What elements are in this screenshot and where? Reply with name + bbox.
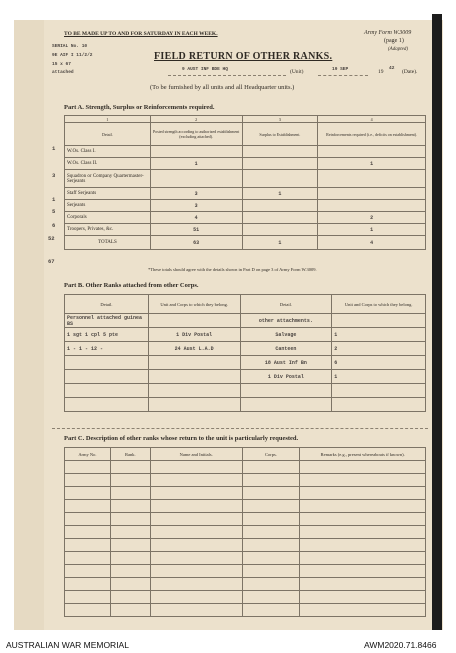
detail-cell: W.Os. Class II.: [65, 158, 151, 170]
serial-line-4: attached: [52, 70, 74, 75]
totals-label: TOTALS: [65, 236, 151, 250]
column-header: Detail.: [65, 295, 149, 314]
archive-caption: AUSTRALIAN WAR MEMORIAL: [6, 640, 129, 650]
table-row: [65, 461, 426, 474]
unit-cell: 1 Div Postal: [148, 328, 240, 342]
column-header: Surplus to Establishment.: [242, 123, 318, 146]
section-divider: [52, 428, 428, 429]
table-row: [65, 513, 426, 526]
empty-cell: [65, 474, 111, 487]
unit-cell: 1: [332, 328, 426, 342]
posted-cell: 4: [150, 212, 242, 224]
posted-total: 63: [150, 236, 242, 250]
detail-cell: 18 Aust Inf Bn: [240, 356, 332, 370]
detail-cell: Corporals: [65, 212, 151, 224]
part-b-title: Part B. Other Ranks attached from other Corps.: [64, 282, 199, 289]
detail-cell: [65, 370, 149, 384]
empty-cell: [240, 398, 332, 412]
margin-count: 5: [52, 208, 56, 215]
header-row: [65, 123, 426, 146]
empty-cell: [150, 474, 242, 487]
surplus-cell: [242, 146, 318, 158]
empty-cell: [110, 604, 150, 617]
surplus-cell: [242, 224, 318, 236]
empty-cell: [65, 384, 149, 398]
empty-cell: [150, 552, 242, 565]
empty-cell: [300, 552, 426, 565]
empty-cell: [332, 398, 426, 412]
detail-cell: Salvage: [240, 328, 332, 342]
empty-cell: [150, 461, 242, 474]
year-value: 42: [389, 66, 395, 71]
empty-cell: [300, 500, 426, 513]
column-header: Army No.: [65, 448, 111, 461]
part-c-title: Part C. Description of other ranks whose return to the unit is particularly requested.: [64, 435, 299, 442]
empty-cell: [300, 578, 426, 591]
empty-cell: [110, 578, 150, 591]
empty-cell: [242, 526, 300, 539]
unit-dotted-line: [168, 75, 286, 76]
empty-cell: [242, 500, 300, 513]
unit-cell: [148, 314, 240, 328]
left-margin-strip: [14, 20, 44, 630]
table-row: [65, 552, 426, 565]
column-header: Unit and Corps to which they belong.: [332, 295, 426, 314]
empty-cell: [242, 461, 300, 474]
form-adapted: (Adapted): [388, 47, 408, 52]
empty-cell: [242, 578, 300, 591]
table-row: [65, 604, 426, 617]
detail-cell: Squadron or Company Quartermaster-Serjeants: [65, 170, 151, 188]
empty-cell: [150, 526, 242, 539]
surplus-total: 1: [242, 236, 318, 250]
part-a-note: *These totals should agree with the details shown in Part D on page 3 of Army Form W.3009.: [148, 267, 317, 272]
table-row: [65, 591, 426, 604]
table-row: [65, 474, 426, 487]
empty-cell: [65, 604, 111, 617]
unit-value: 9 AUST INF BDE HQ: [182, 67, 228, 72]
column-header: Detail.: [65, 123, 151, 146]
empty-cell: [242, 539, 300, 552]
empty-cell: [242, 513, 300, 526]
reinf-total: 4: [318, 236, 426, 250]
surplus-cell: [242, 200, 318, 212]
empty-cell: [65, 578, 111, 591]
empty-cell: [110, 526, 150, 539]
table-row: [65, 384, 426, 398]
empty-cell: [150, 487, 242, 500]
margin-count: 67: [48, 258, 55, 265]
unit-cell: 24 Aust L.A.D: [148, 342, 240, 356]
empty-cell: [110, 487, 150, 500]
part-a-title: Part A. Strength, Surplus or Reinforcements required.: [64, 104, 215, 111]
surplus-cell: [242, 170, 318, 188]
detail-cell: W.Os. Class I.: [65, 146, 151, 158]
reinf-cell: 1: [318, 158, 426, 170]
table-row: [65, 328, 426, 342]
empty-cell: [150, 513, 242, 526]
empty-cell: [65, 591, 111, 604]
detail-cell: Troopers, Privates, &c.: [65, 224, 151, 236]
table-row: [65, 158, 426, 170]
posted-cell: 3: [150, 200, 242, 212]
margin-count: 1: [52, 196, 56, 203]
empty-cell: [300, 474, 426, 487]
reinf-cell: [318, 170, 426, 188]
empty-cell: [65, 461, 111, 474]
furnish-note: (To be furnished by all units and all Headquarter units.): [150, 84, 295, 91]
unit-cell: [332, 314, 426, 328]
column-header: Detail.: [240, 295, 332, 314]
empty-cell: [300, 487, 426, 500]
empty-cell: [110, 591, 150, 604]
empty-cell: [300, 526, 426, 539]
reinf-cell: 1: [318, 224, 426, 236]
posted-cell: 51: [150, 224, 242, 236]
year-prefix: 19: [378, 69, 384, 75]
empty-cell: [65, 552, 111, 565]
unit-cell: 6: [332, 356, 426, 370]
column-header: Name and Initials.: [150, 448, 242, 461]
empty-cell: [242, 474, 300, 487]
col-number: 3: [242, 116, 318, 123]
margin-count: 52: [48, 235, 55, 242]
empty-cell: [110, 474, 150, 487]
empty-cell: [242, 604, 300, 617]
empty-cell: [110, 565, 150, 578]
table-row: [65, 539, 426, 552]
empty-cell: [300, 539, 426, 552]
date-value: 19 SEP: [332, 67, 349, 72]
empty-cell: [65, 513, 111, 526]
detail-cell: other attachments.: [240, 314, 332, 328]
empty-cell: [150, 539, 242, 552]
empty-cell: [242, 487, 300, 500]
empty-cell: [150, 565, 242, 578]
empty-cell: [110, 461, 150, 474]
table-row: [65, 398, 426, 412]
column-number-row: [65, 116, 426, 123]
detail-cell: 1 - 1 - 12 -: [65, 342, 149, 356]
column-header: Reinforcements required (i.e., deficits on establishment).: [318, 123, 426, 146]
table-row: [65, 188, 426, 200]
margin-count: 1: [52, 145, 56, 152]
table-row: [65, 500, 426, 513]
detail-cell: Serjeants: [65, 200, 151, 212]
table-row: [65, 565, 426, 578]
detail-cell: 1 sgt 1 cpl 5 pte: [65, 328, 149, 342]
empty-cell: [332, 384, 426, 398]
table-row: [65, 370, 426, 384]
empty-cell: [65, 539, 111, 552]
empty-cell: [300, 513, 426, 526]
table-row: [65, 314, 426, 328]
table-row: [65, 146, 426, 158]
empty-cell: [242, 552, 300, 565]
table-row: [65, 487, 426, 500]
page-edge-shadow: [432, 14, 442, 630]
detail-cell: [65, 356, 149, 370]
header-row: [65, 295, 426, 314]
empty-cell: [148, 384, 240, 398]
posted-cell: 3: [150, 188, 242, 200]
detail-cell: 1 Div Postal: [240, 370, 332, 384]
posted-cell: [150, 146, 242, 158]
part-b-table: [64, 294, 426, 412]
part-a-table: [64, 115, 426, 250]
empty-cell: [110, 552, 150, 565]
table-row: [65, 200, 426, 212]
column-header: Posted strength according to authorized establishment (excluding attached).: [150, 123, 242, 146]
empty-cell: [150, 500, 242, 513]
empty-cell: [150, 604, 242, 617]
table-row: [65, 224, 426, 236]
detail-cell: Staff Serjeants: [65, 188, 151, 200]
col-number: 1: [65, 116, 151, 123]
empty-cell: [148, 398, 240, 412]
posted-cell: [150, 170, 242, 188]
surplus-cell: 1: [242, 188, 318, 200]
empty-cell: [110, 513, 150, 526]
col-number: 2: [150, 116, 242, 123]
column-header: Remarks (e.g., present whereabouts if known).: [300, 448, 426, 461]
margin-count: 6: [52, 222, 56, 229]
empty-cell: [65, 565, 111, 578]
unit-label: (Unit): [290, 69, 304, 75]
column-header: Unit and Corps to which they belong.: [148, 295, 240, 314]
empty-cell: [300, 461, 426, 474]
col-number: 4: [318, 116, 426, 123]
empty-cell: [150, 578, 242, 591]
archive-reference: AWM2020.71.8466: [364, 640, 437, 650]
totals-row: [65, 236, 426, 250]
table-row: [65, 342, 426, 356]
weekly-note: TO BE MADE UP TO AND FOR SATURDAY IN EACH WEEK.: [64, 31, 218, 37]
margin-count: 3: [52, 172, 56, 179]
empty-cell: [300, 591, 426, 604]
header-row: [65, 448, 426, 461]
unit-cell: 2: [332, 342, 426, 356]
column-header: Corps.: [242, 448, 300, 461]
empty-cell: [65, 398, 149, 412]
surplus-cell: [242, 212, 318, 224]
empty-cell: [65, 487, 111, 500]
table-row: [65, 578, 426, 591]
empty-cell: [150, 591, 242, 604]
empty-cell: [300, 565, 426, 578]
empty-cell: [65, 500, 111, 513]
part-c-table: [64, 447, 426, 617]
detail-cell: Canteen: [240, 342, 332, 356]
empty-cell: [110, 539, 150, 552]
column-header: Rank.: [110, 448, 150, 461]
form-number: Army Form W.3009: [364, 30, 412, 36]
detail-cell: Personnel attached guinea BS: [65, 314, 149, 328]
reinf-cell: 2: [318, 212, 426, 224]
serial-line-2: 9E AIF I 11/2/2: [52, 53, 93, 58]
serial-line-1: SERIAL No. 10: [52, 44, 88, 49]
table-row: [65, 212, 426, 224]
table-row: [65, 170, 426, 188]
table-row: [65, 356, 426, 370]
form-page: (page 1): [384, 38, 404, 44]
reinf-cell: [318, 146, 426, 158]
form-title: FIELD RETURN OF OTHER RANKS.: [154, 51, 333, 62]
unit-cell: [148, 356, 240, 370]
empty-cell: [65, 526, 111, 539]
empty-cell: [242, 591, 300, 604]
empty-cell: [240, 384, 332, 398]
empty-cell: [110, 500, 150, 513]
unit-cell: [148, 370, 240, 384]
empty-cell: [242, 565, 300, 578]
serial-line-3: 15 x 67: [52, 62, 71, 67]
surplus-cell: [242, 158, 318, 170]
empty-cell: [300, 604, 426, 617]
date-label: (Date).: [402, 69, 418, 75]
date-dotted-line: [318, 75, 368, 76]
unit-cell: 1: [332, 370, 426, 384]
posted-cell: 1: [150, 158, 242, 170]
table-row: [65, 526, 426, 539]
reinf-cell: [318, 188, 426, 200]
reinf-cell: [318, 200, 426, 212]
